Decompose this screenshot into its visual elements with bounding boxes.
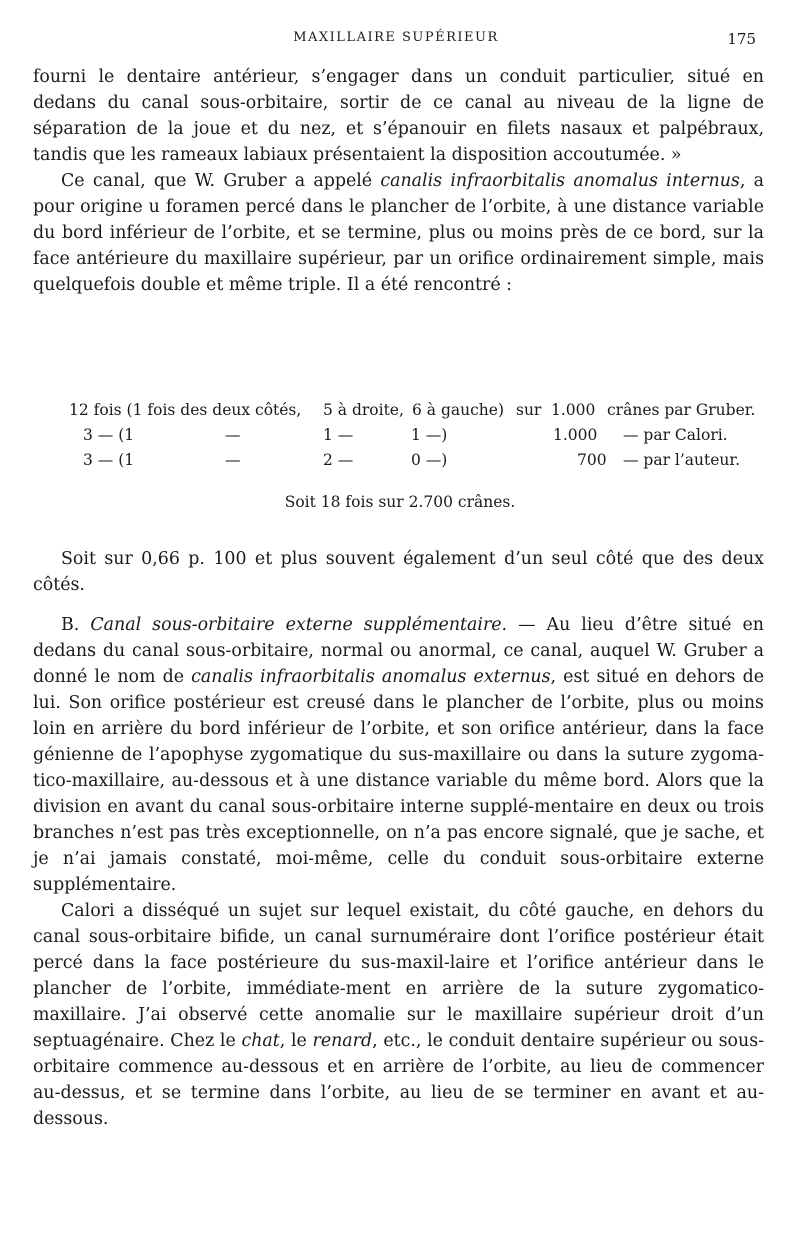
paragraph-calori-end: , etc., le conduit dentaire supérieur ou sous-orbitaire commence au-dessous et en arrière de l’orbite, au lieu de commencer au-dessus, et se termine dans l’orbite, au lieu de se terminer en avant et au-dessous. [33,1031,765,1129]
statistics-table [69,398,769,473]
stats-left: 0 —) [411,451,448,469]
section-title: Canal sous-orbitaire externe supplémentaire. [90,615,508,635]
page-number: 175 [727,30,756,48]
stats-total: 700 [577,451,607,469]
stats-summary: Soit 18 fois sur 2.700 crânes. [284,493,516,511]
stats-source: — par l’auteur. [623,451,741,469]
stats-right: 2 — [323,451,354,469]
stats-right: 5 à droite, [323,401,404,419]
term-chat: chat [241,1031,280,1051]
stats-count: 3 — (1 [83,426,135,444]
paragraph-externus-end: , est situé en dehors de lui. Son orifice postérieur est creusé dans le plancher de l’orbite, plus ou moins loin en arrière du bord inférieur de l’orbite, et son orifice antérieur, dans la face génienne de l’apophyse zygomatique du sus-maxillaire ou dans la suture zygoma-tico-maxillaire, au-dessous et à une distance variable du même bord. Alors que la division en avant du canal sous-orbitaire interne supplé-mentaire en deux ou trois branches n’est pas très exceptionnelle, on n’a pas encore signalé, que je sache, et je n’ai jamais constaté, moi-même, celle du conduit sous-orbitaire externe supplémentaire. [33,667,764,895]
stats-dash: — [225,451,241,469]
stats-left: 1 —) [411,426,448,444]
stats-sur: sur [516,401,542,419]
paragraph-continuation: fourni le dentaire antérieur, s’engager dans un conduit particulier, situé en dedans du canal sous-orbitaire, sortir de ce canal au niveau de la ligne de séparation de la joue et du nez, et s’épanouir en filets nasaux et palpébraux, tandis que les rameaux labiaux présentaient la disposition accoutumée. » [33,67,764,165]
stats-dash: — [225,426,241,444]
body-text-bottom [33,546,764,1132]
paragraph-calori-link: , le [279,1031,307,1051]
stats-source: — par Calori. [623,426,728,444]
stats-source: crânes par Gruber. [607,401,756,419]
body-text-top [33,64,764,298]
running-title: MAXILLAIRE SUPÉRIEUR [293,30,499,45]
paragraph-percentage: Soit sur 0,66 p. 100 et plus souvent également d’un seul côté que des deux côtés. [33,549,764,595]
paragraph-externus [33,612,764,898]
term-internus: canalis infraorbitalis anomalus internus [380,171,740,191]
paragraph-calori-start: Calori a disséqué un sujet sur lequel existait, du côté gauche, en dehors du canal sous-orbitaire bifide, un canal surnuméraire dont l’orifice postérieur était percé dans la face postérieure du sus-maxil-laire et l’orifice antérieur dans le plancher de l’orbite, immédiate-ment en arrière de la suture zygomatico-maxillaire. J’ai observé cette anomalie sur le maxillaire supérieur droit d’un septuagénaire. Chez le [33,901,764,1051]
stats-total: 1.000 [553,426,598,444]
stats-row-calori [69,423,769,448]
stats-total: 1.000 [551,401,596,419]
paragraph-internus-start: Ce canal, que W. Gruber a appelé [61,171,373,191]
paragraph-internus-end: , a pour origine u foramen percé dans le plancher de l’orbite, à une distance variable du bord inférieur de l’orbite, et se termine, plus ou moins près de ce bord, sur la face antérieure du maxillaire supérieur, par un orifice ordinairement simple, mais quelquefois double et même triple. Il a été rencontré : [33,171,764,295]
stats-right: 1 — [323,426,354,444]
stats-left: 6 à gauche) [412,401,504,419]
paragraph-calori [33,898,764,1132]
stats-row-gruber [69,398,769,423]
term-externus: canalis infraorbitalis anomalus externus [191,667,551,687]
stats-count: 12 fois (1 fois des deux côtés, [69,401,302,419]
stats-row-auteur [69,448,769,473]
stats-count: 3 — (1 [83,451,135,469]
paragraph-internus [33,168,764,298]
section-label: B. [61,615,80,635]
term-renard: renard [312,1031,373,1051]
paragraph-externus-start: — Au lieu d’être situé en dedans du canal sous-orbitaire, normal ou anormal, ce canal, auquel W. Gruber a donné le nom de [33,615,764,687]
